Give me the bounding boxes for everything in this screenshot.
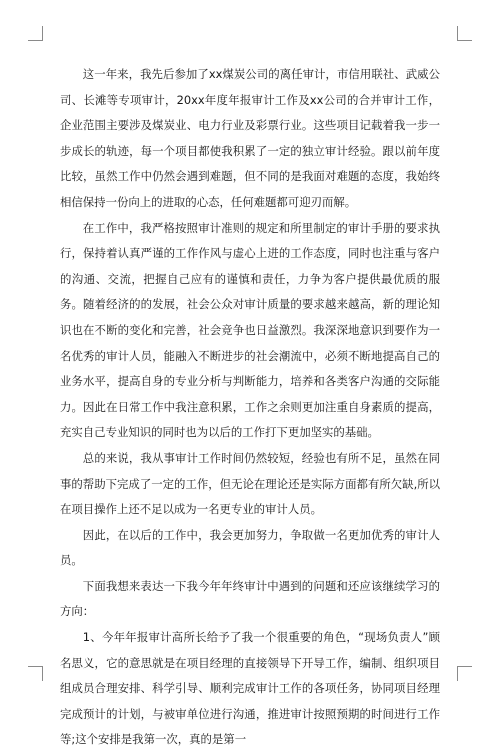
paragraph-1: 这一年来，我先后参加了xx煤炭公司的离任审计，市信用联社、武威公司、长滩等专项审计，20xx年度年报审计工作及xx公司的合并审计工作，企业范围主要涉及煤炭业、电力行业及彩票行业。这些项目记载着我一步一步成长的轨迹，每一个项目都使我积累了一定的独立审计经验。跟以前年度比较，虽然工作中仍然会遇到难题，但不同的是我面对难题的态度，我始终相信保持一份向上的进取的心态，任何难题都可迎刃而解。 <box>60 67 440 209</box>
document-body <box>60 62 440 753</box>
paragraph-5: 下面我想来表达一下我今年年终审计中遇到的问题和还应该继续学习的方向： <box>60 578 440 619</box>
crop-mark-bottom-left <box>28 666 43 681</box>
paragraph-3: 总的来说，我从事审计工作时间仍然较短，经验也有所不足，虽然在同事的帮助下完成了一定的工作，但无论在理论还是实际方面都有所欠缺,所以在项目操作上还不足以成为一名更专业的审计人员。 <box>60 450 440 517</box>
paragraph-4: 因此，在以后的工作中，我会更加努力，争取做一名更加优秀的审计人员。 <box>60 527 440 568</box>
paragraph-2: 在工作中，我严格按照审计准则的规定和所里制定的审计手册的要求执行，保持着认真严谨的工作作风与虚心上进的工作态度，同时也注重与客户的沟通、交流，把握自己应有的谨慎和责任，力争为客户提供最优质的服务。随着经济的的发展，社会公众对审计质量的要求越来越高，新的理论知识也在不断的变化和完善，社会竞争也日益激烈。我深深地意识到要作为一名优秀的审计人员，能融入不断进步的社会潮流中，必须不断地提高自己的业务水平，提高自身的专业分析与判断能力，培养和各类客户沟通的交际能力。因此在日常工作中我注意积累，工作之余则更加注重自身素质的提高，充实自己专业知识的同时也为以后的工作打下更加坚实的基础。 <box>60 220 440 440</box>
crop-mark-bottom-right <box>457 666 472 681</box>
crop-mark-top-right <box>457 26 472 41</box>
crop-mark-top-left <box>28 26 43 41</box>
paragraph-6: 1、今年年报审计高所长给予了我一个很重要的角色，“现场负责人”顾名思义，它的意思就是在项目经理的直接领导下开导工作，编制、组织项目组成员合理安排、科学引导、顺利完成审计工作的各项任务，协同项目经理完成预计的计划，与被审单位进行沟通，推进审计按照预期的时间进行工作等;这个安排是我第一次，真的是第一 <box>60 630 440 747</box>
